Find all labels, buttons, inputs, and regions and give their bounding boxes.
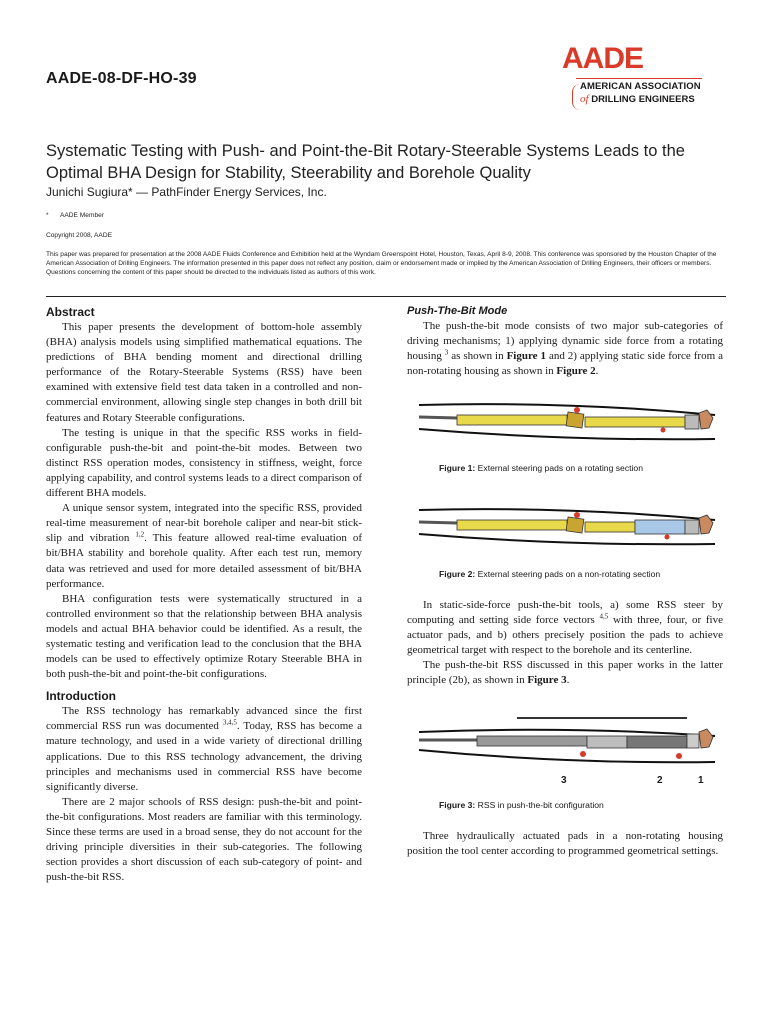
text-run: . This feature allowed real-time evaluation of bit/BHA stability and borehole quality. After each test run, memory data was retrieved and used for more detailed assessment of bit/BHA performance.: [46, 532, 362, 590]
bit-sub: [685, 520, 699, 534]
header-divider: [46, 296, 726, 297]
citation: 3: [444, 348, 449, 357]
text-run: In static-side-force push-the-bit tools, a) some RSS steer by computing and setting side force vectors: [407, 598, 723, 626]
figure-1: [417, 399, 717, 474]
borehole-upper-wall: [419, 404, 715, 415]
bit-sub: [685, 415, 699, 429]
paper-title: Systematic Testing with Push- and Point-the-Bit Rotary-Steerable Systems Leads to the Optimal BHA Design for Stability, Steerability and Borehole Quality: [46, 142, 685, 182]
steering-section: [566, 412, 584, 428]
figure-2-diagram: [417, 504, 717, 556]
figure-3-diagram: [417, 714, 717, 770]
text-run: as shown in: [448, 350, 507, 363]
borehole-upper-wall: [419, 730, 715, 736]
push-paragraph-4: Three hydraulically actuated pads in a non-rotating housing position the tool center according to programmed geometrical settings.: [407, 830, 723, 858]
pad-2: [676, 753, 682, 759]
intro-paragraph-2: There are 2 major schools of RSS design: push-the-bit and point-the-bit configurations. Most readers are familiar with this terminology. Since these terms are used in a broad sense, they do not account for the driving principle diversities in their sub-categories. The following section provides a short discussion of each sub-category of point- and push-the-bit RSS.: [46, 795, 362, 884]
abstract-paragraph-4: BHA configuration tests were systematically structured in a controlled environment so that the relationship between BHA analysis models and actual BHA behavior could be identified. As a result, the systematic testing and verification lead to the conclusion that the BHA models can be used to effectively optimize Rotary Steerable BHA in both push-the-bit and point-the-bit configurations.: [46, 592, 362, 681]
drill-bit: [699, 515, 713, 534]
copyright: Copyright 2008, AADE: [46, 232, 112, 239]
introduction-heading: Introduction: [46, 689, 116, 704]
drill-string: [419, 522, 457, 523]
borehole-lower-wall: [419, 429, 715, 439]
citation: 3,4,5: [222, 718, 237, 727]
caption-text: RSS in push-the-bit configuration: [475, 800, 604, 811]
paper-id: AADE-08-DF-HO-39: [46, 70, 197, 87]
rotating-housing: [457, 415, 567, 425]
logo-line2: [580, 93, 695, 105]
citation: 1,2: [135, 530, 145, 539]
steering-pad: [574, 407, 580, 413]
lower-collar: [585, 417, 685, 427]
abstract-paragraph-1: This paper presents the development of bottom-hole assembly (BHA) analysis models using simplified mathematical equations. The predictions of BHA bending moment and directional drilling performance of the Rotary-Steerable Systems (RSS) have been examined with extensive field test data taken in a controlled and non-commercial environment, allowing single step changes in both drill bit features and Rotary Steerable configurations.: [46, 321, 362, 424]
callout-2: 2: [657, 775, 663, 787]
figure-3-callouts: [417, 775, 717, 787]
lower-collar: [585, 522, 635, 532]
abstract-paragraph-3: [46, 501, 362, 592]
contact-point: [665, 535, 670, 540]
figure-ref: Figure 1: [506, 350, 546, 363]
steering-section: [566, 517, 584, 533]
right-column: [407, 304, 723, 859]
logo-of: of: [580, 93, 589, 105]
figure-3-caption: [417, 799, 717, 811]
abstract-paragraph-2: The testing is unique in that the specific RSS works in field-configurable push-the-bit and point-the-bit modes. Between two distinct RSS operation modes, consistency in stiffness, weight, force applying capability, and control systems leads to a direct comparison of different BHA models.: [46, 426, 362, 500]
drill-bit: [699, 410, 713, 429]
text-run: . Today, RSS has become a mature technology, and used in a wide variety of directional drilling applications. Due to this RSS technology advancement, the driving principles and mechanisms used in commercial RSS have become significantly diverse.: [46, 720, 362, 793]
caption-label: Figure 2:: [439, 568, 476, 579]
caption-text: External steering pads on a rotating section: [475, 463, 643, 474]
figure-ref: Figure 3: [527, 674, 567, 687]
borehole-upper-wall: [419, 510, 715, 521]
aade-logo: [562, 44, 702, 114]
logo-rule: [576, 78, 702, 79]
collar: [477, 736, 587, 746]
figure-2: [417, 504, 717, 579]
steering-pad: [574, 512, 580, 518]
callout-3: 3: [561, 775, 567, 787]
non-rotating-housing: [627, 736, 687, 748]
member-text: AADE Member: [60, 212, 104, 219]
member-note: [46, 212, 104, 219]
text-run: .: [595, 365, 599, 378]
text-run: with three, four, or five actuator pads, and b) others precisely position the pads to achieve geometrical target with respect to the borehole and its centerline.: [407, 613, 723, 656]
contact-point: [661, 428, 666, 433]
push-the-bit-heading: Push-The-Bit Mode: [407, 305, 508, 317]
figure-ref: Figure 2: [556, 365, 596, 378]
bit-sub: [687, 734, 699, 748]
text-run: The push-the-bit RSS discussed in this paper works in the latter principle (2b), as shown in: [407, 658, 723, 687]
intro-paragraph-1: [46, 704, 362, 795]
callout-1: 1: [698, 775, 704, 787]
figure-1-diagram: [417, 399, 717, 451]
author-line: Junichi Sugiura* — PathFinder Energy Services, Inc.: [46, 185, 327, 199]
logo-line1: AMERICAN ASSOCIATION: [580, 81, 701, 92]
text-run: The push-the-bit mode consists of two major sub-categories of driving mechanisms; 1) applying dynamic side force from a rotating housing: [407, 320, 723, 363]
push-paragraph-2: [407, 598, 723, 658]
caption-text: External steering pads on a non-rotating section: [475, 568, 661, 579]
logo-line2-text: DRILLING ENGINEERS: [591, 94, 695, 105]
text-run: and 2) applying static side force from a non-rotating housing as shown in: [407, 350, 723, 378]
pad-3: [580, 751, 586, 757]
figure-2-caption: [417, 568, 717, 580]
drill-string: [419, 417, 457, 418]
push-paragraph-1: [407, 319, 723, 379]
logo-curve: [572, 84, 580, 110]
abstract-heading: Abstract: [46, 305, 95, 319]
logo-acronym: AADE: [562, 42, 644, 75]
push-paragraph-3: [407, 658, 723, 688]
conference-notice: This paper was prepared for presentation at the 2008 AADE Fluids Conference and Exhibition held at the Wyndam Greenspoint Hotel, Houston, Texas, April 8-9, 2008. This conference was sponsored by the Houston Chapter of the American Association of Drilling Engineers. The information presented in this paper does not reflect any position, claim or endorsement made or implied by the American Association of Drilling Engineers, their officers or members. Questions concerning the content of this paper should be directed to the individuals listed as authors of this work.: [46, 251, 717, 276]
collar: [457, 520, 567, 530]
left-column: [46, 304, 362, 885]
flex-joint: [587, 736, 627, 748]
figure-3: [417, 714, 717, 811]
figure-1-caption: [417, 462, 717, 474]
borehole-lower-wall: [419, 534, 715, 544]
caption-label: Figure 3:: [439, 800, 476, 811]
drill-bit: [699, 729, 713, 748]
spacer: [407, 811, 723, 829]
spacer: [407, 580, 723, 598]
non-rotating-housing: [635, 520, 685, 534]
text-run: .: [566, 674, 570, 687]
text-run: The RSS technology has remarkably advanced since the first commercial RSS run was documented: [46, 705, 362, 733]
citation: 4,5: [599, 612, 609, 620]
caption-label: Figure 1:: [439, 463, 476, 474]
borehole-lower-wall: [419, 750, 715, 762]
member-star: *: [46, 212, 49, 219]
text-run: A unique sensor system, integrated into the specific RSS, provided real-time measurement of near-bit borehole caliper and near-bit stick-slip and vibration: [46, 502, 362, 545]
